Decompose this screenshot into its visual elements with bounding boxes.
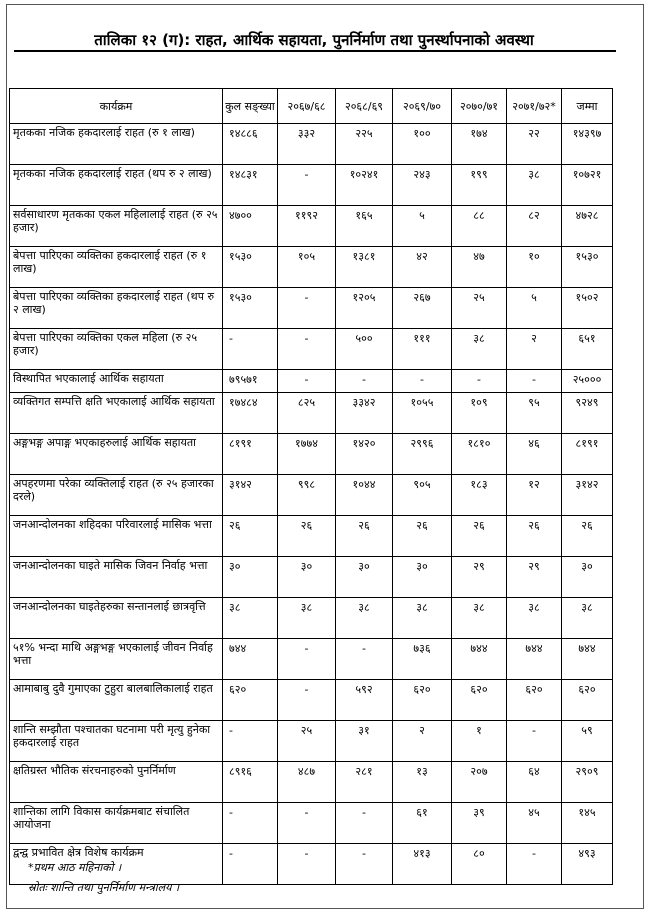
value-cell: ३३४२ <box>336 393 393 434</box>
value-cell: २ <box>393 721 452 762</box>
program-cell: मृतकका नजिक हकदारलाई राहत (थप रु २ लाख) <box>10 165 223 206</box>
program-cell: क्षतिग्रस्त भौतिक संरचनाहरुको पुनर्निर्माण <box>10 762 223 803</box>
value-cell: १२ <box>507 475 562 516</box>
header-cell: जम्मा <box>562 89 613 124</box>
value-cell: ३८ <box>278 598 336 639</box>
program-cell: बेपत्ता पारिएका व्यक्तिका हकदारलाई राहत (रु १ लाख) <box>10 247 223 288</box>
value-cell: २६ <box>223 516 278 557</box>
value-cell: १५०२ <box>562 288 613 329</box>
header-cell: २०७१/७२* <box>507 89 562 124</box>
value-cell: २६७ <box>393 288 452 329</box>
value-cell: १११ <box>393 329 452 370</box>
value-cell: २९ <box>507 557 562 598</box>
value-cell: ३० <box>278 557 336 598</box>
header-cell: २०६८/६९ <box>336 89 393 124</box>
value-cell: २६ <box>507 516 562 557</box>
relief-table <box>9 88 613 885</box>
value-cell: २४३ <box>393 165 452 206</box>
value-cell: ७४४ <box>223 639 278 680</box>
value-cell: - <box>278 680 336 721</box>
table-row <box>10 124 613 165</box>
value-cell: - <box>507 844 562 885</box>
value-cell: - <box>336 803 393 844</box>
program-cell: जनआन्दोलनका घाइतेहरुका सन्तानलाई छात्रवृत्ति <box>10 598 223 639</box>
value-cell: ३८ <box>452 598 507 639</box>
value-cell: २२ <box>507 124 562 165</box>
value-cell: १०५५ <box>393 393 452 434</box>
value-cell: ६२० <box>223 680 278 721</box>
value-cell: १०४४ <box>336 475 393 516</box>
footnotes <box>28 858 179 898</box>
header-cell: कार्यक्रम <box>10 89 223 124</box>
value-cell: १४३९७ <box>562 124 613 165</box>
value-cell: ३८ <box>562 598 613 639</box>
title-underline <box>14 50 616 52</box>
value-cell: ४५ <box>507 803 562 844</box>
value-cell: ९२४९ <box>562 393 613 434</box>
value-cell: १०७२१ <box>562 165 613 206</box>
table-row <box>10 247 613 288</box>
value-cell: ६२० <box>452 680 507 721</box>
table-title: तालिका १२ (ग): राहत, आर्थिक सहायता, पुनर्निर्माण तथा पुनर्स्थापनाको अवस्था <box>94 31 534 49</box>
program-cell: शान्तिका लागि विकास कार्यक्रमबाट संचालित आयोजना <box>10 803 223 844</box>
value-cell: ९५ <box>507 393 562 434</box>
table-row <box>10 557 613 598</box>
value-cell: २६ <box>393 516 452 557</box>
value-cell: ६२० <box>393 680 452 721</box>
program-cell: आमाबाबु दुवै गुमाएका टुहुरा बालबालिकालाई राहत <box>10 680 223 721</box>
value-cell: १८१० <box>452 434 507 475</box>
value-cell: ७४४ <box>507 639 562 680</box>
value-cell: - <box>452 370 507 393</box>
value-cell: ८९१६ <box>223 762 278 803</box>
table-row <box>10 370 613 393</box>
program-cell: द्वन्द्व प्रभावित क्षेत्र विशेष कार्यक्रम <box>10 844 223 885</box>
header-row <box>10 89 613 124</box>
value-cell: - <box>336 370 393 393</box>
value-cell: ४२ <box>393 247 452 288</box>
value-cell: २६ <box>278 516 336 557</box>
value-cell: - <box>336 639 393 680</box>
value-cell: १२०५ <box>336 288 393 329</box>
value-cell: २५ <box>278 721 336 762</box>
table-row <box>10 721 613 762</box>
program-cell: जनआन्दोलनका शहिदका परिवारलाई मासिक भत्ता <box>10 516 223 557</box>
value-cell: २६ <box>452 516 507 557</box>
value-cell: - <box>278 165 336 206</box>
program-cell: अङ्गभङ्ग अपाङ्ग भएकाहरुलाई आर्थिक सहायता <box>10 434 223 475</box>
value-cell: २९९६ <box>393 434 452 475</box>
value-cell: १६५ <box>336 206 393 247</box>
value-cell: ३८ <box>507 165 562 206</box>
value-cell: २०७ <box>452 762 507 803</box>
value-cell: १७४ <box>452 124 507 165</box>
value-cell: ३८ <box>452 329 507 370</box>
value-cell: - <box>223 329 278 370</box>
value-cell: ६२० <box>562 680 613 721</box>
value-cell: १५३० <box>223 247 278 288</box>
value-cell: २२५ <box>336 124 393 165</box>
value-cell: १ <box>452 721 507 762</box>
header-cell: २०७०/७१ <box>452 89 507 124</box>
value-cell: ३८ <box>336 598 393 639</box>
table-body <box>10 124 613 885</box>
table-row <box>10 639 613 680</box>
value-cell: १०५ <box>278 247 336 288</box>
value-cell: १४८८६ <box>223 124 278 165</box>
value-cell: ३० <box>562 557 613 598</box>
value-cell: - <box>278 844 336 885</box>
value-cell: १०२४१ <box>336 165 393 206</box>
value-cell: - <box>507 370 562 393</box>
value-cell: १८३ <box>452 475 507 516</box>
program-cell: शान्ति सम्झौता पश्चातका घटनामा परी मृत्यु हुनेका हकदारलाई राहत <box>10 721 223 762</box>
value-cell: - <box>278 370 336 393</box>
value-cell: २६ <box>562 516 613 557</box>
value-cell: ८१९१ <box>562 434 613 475</box>
program-cell: व्यक्तिगत सम्पत्ति क्षति भएकालाई आर्थिक सहायता <box>10 393 223 434</box>
value-cell: - <box>336 844 393 885</box>
header-cell: २०६७/६८ <box>278 89 336 124</box>
program-cell: जनआन्दोलनका घाइते मासिक जिवन निर्वाह भत्ता <box>10 557 223 598</box>
value-cell: ६५१ <box>562 329 613 370</box>
value-cell: १३ <box>393 762 452 803</box>
value-cell: ३८ <box>393 598 452 639</box>
source-note: स्रोतः शान्ति तथा पुनर्निर्माण मन्त्रालय । <box>28 881 180 894</box>
value-cell: ३३२ <box>278 124 336 165</box>
value-cell: ५९२ <box>336 680 393 721</box>
value-cell: १४५ <box>562 803 613 844</box>
value-cell: ६२० <box>507 680 562 721</box>
value-cell: ११९२ <box>278 206 336 247</box>
table-row <box>10 434 613 475</box>
table-row <box>10 329 613 370</box>
value-cell: ७३६ <box>393 639 452 680</box>
value-cell: ३९ <box>452 803 507 844</box>
footnote: *प्रथम आठ महिनाको । <box>28 861 122 874</box>
value-cell: २९०९ <box>562 762 613 803</box>
program-cell: बेपत्ता पारिएका व्यक्तिका एकल महिला (रु २५ हजार) <box>10 329 223 370</box>
value-cell: ५०० <box>336 329 393 370</box>
value-cell: ४६ <box>507 434 562 475</box>
program-cell: सर्वसाधारण मृतकका एकल महिलालाई राहत (रु २५ हजार) <box>10 206 223 247</box>
value-cell: ३१४२ <box>562 475 613 516</box>
value-cell: २५ <box>452 288 507 329</box>
value-cell: २९ <box>452 557 507 598</box>
program-cell: विस्थापित भएकालाई आर्थिक सहायता <box>10 370 223 393</box>
value-cell: १९९ <box>452 165 507 206</box>
value-cell: २६ <box>336 516 393 557</box>
value-cell: ७९५७१ <box>223 370 278 393</box>
header-cell: कुल सङ्ख्या <box>223 89 278 124</box>
value-cell: ३० <box>223 557 278 598</box>
value-cell: ३१४२ <box>223 475 278 516</box>
value-cell: ३८ <box>507 598 562 639</box>
value-cell: ९०५ <box>393 475 452 516</box>
table-row <box>10 803 613 844</box>
value-cell: ९९८ <box>278 475 336 516</box>
table-row <box>10 475 613 516</box>
value-cell: ३० <box>393 557 452 598</box>
value-cell: ७४४ <box>562 639 613 680</box>
header-cell: २०६९/७० <box>393 89 452 124</box>
value-cell: १५३० <box>562 247 613 288</box>
value-cell: - <box>223 844 278 885</box>
value-cell: ५९ <box>562 721 613 762</box>
table-row <box>10 680 613 721</box>
value-cell: ३८ <box>223 598 278 639</box>
table-row <box>10 516 613 557</box>
value-cell: ८१९१ <box>223 434 278 475</box>
value-cell: - <box>223 803 278 844</box>
value-cell: ८८ <box>452 206 507 247</box>
table-row <box>10 393 613 434</box>
table-row <box>10 762 613 803</box>
value-cell: १३८१ <box>336 247 393 288</box>
value-cell: १४२० <box>336 434 393 475</box>
value-cell: - <box>223 721 278 762</box>
value-cell: १४८३१ <box>223 165 278 206</box>
value-cell: - <box>507 721 562 762</box>
value-cell: - <box>278 288 336 329</box>
program-cell: मृतकका नजिक हकदारलाई राहत (रु १ लाख) <box>10 124 223 165</box>
program-cell: ५१% भन्दा माथि अङ्गभङ्ग भएकालाई जीवन निर्वाह भत्ता <box>10 639 223 680</box>
value-cell: - <box>278 639 336 680</box>
table-row <box>10 165 613 206</box>
value-cell: ५ <box>393 206 452 247</box>
value-cell: ३१ <box>336 721 393 762</box>
value-cell: ४७२८ <box>562 206 613 247</box>
table-row <box>10 288 613 329</box>
value-cell: ४१३ <box>393 844 452 885</box>
value-cell: ६१ <box>393 803 452 844</box>
value-cell: २८१ <box>336 762 393 803</box>
value-cell: - <box>278 803 336 844</box>
value-cell: १५३० <box>223 288 278 329</box>
program-cell: बेपत्ता पारिएका व्यक्तिका हकदारलाई राहत (थप रु २ लाख) <box>10 288 223 329</box>
value-cell: ६४ <box>507 762 562 803</box>
value-cell: ५ <box>507 288 562 329</box>
value-cell: १० <box>507 247 562 288</box>
value-cell: २ <box>507 329 562 370</box>
value-cell: २५००० <box>562 370 613 393</box>
value-cell: ७४४ <box>452 639 507 680</box>
value-cell: १०९ <box>452 393 507 434</box>
value-cell: ८२ <box>507 206 562 247</box>
value-cell: ८२५ <box>278 393 336 434</box>
value-cell: - <box>278 329 336 370</box>
value-cell: १७४८४ <box>223 393 278 434</box>
value-cell: - <box>393 370 452 393</box>
value-cell: १७७४ <box>278 434 336 475</box>
value-cell: ४७ <box>452 247 507 288</box>
value-cell: ४९३ <box>562 844 613 885</box>
table-row <box>10 206 613 247</box>
program-cell: अपहरणमा परेका व्यक्तिलाई राहत (रु २५ हजारका दरले) <box>10 475 223 516</box>
value-cell: १०० <box>393 124 452 165</box>
value-cell: ४७०० <box>223 206 278 247</box>
value-cell: ८० <box>452 844 507 885</box>
value-cell: ३० <box>336 557 393 598</box>
value-cell: ४८७ <box>278 762 336 803</box>
table-row <box>10 598 613 639</box>
